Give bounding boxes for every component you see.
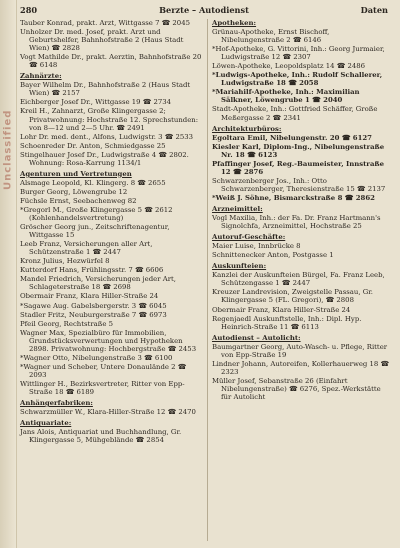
directory-entry: Kiesler Karl, Diplom-Ing., Nibelungenstraße Nr. 18 ☎ 6123 [212,142,385,159]
directory-entry: Kreil H., Zahnarzt, Große Klingergasse 2; Privatwohnung: Hochstraße 12. Sprechstunden: von 8—12 und 2—5 Uhr. ☎ 2491 [20,107,199,132]
directory-entry: Lohr Dr. med. dent., Alfons, Ludwigstr. 3 ☎ 2533 [20,132,194,141]
directory-entry: Löwen-Apotheke, Leopoldsplatz 14 ☎ 2486 [212,62,366,71]
section-heading: Agenturen und Vertretungen [20,169,132,178]
section-heading: Architekturbüros: [212,124,282,133]
directory-entry: Kutterdorf Hans, Frühlingsstr. 7 ☎ 6606 [20,266,164,275]
book-spine [0,0,17,548]
directory-entry: Maier Luise, Innbrücke 8 [212,242,301,251]
directory-entry: Baumgartner Georg, Auto-Wasch- u. Pflege, Ritter von Epp-Straße 19 [212,342,388,359]
directory-entry: Stadler Fritz, Neuburgerstraße 7 ☎ 6973 [20,310,167,319]
right-column [212,19,392,402]
section-heading: Apotheken: [212,19,257,27]
section-heading: Autodienst – Autolicht: [212,333,301,342]
section-heading: Zahnärzte: [20,72,62,81]
directory-entry: Lindner Johann, Autoreifen, Kollerhauerweg 18 ☎ 2323 [212,359,390,376]
section-heading: Anhängerfabriken: [20,399,93,408]
directory-entry: Bayer Wilhelm Dr., Bahnhofstraße 2 (Haus Stadt Wien) ☎ 2157 [20,81,191,98]
directory-entry: Obermair Franz, Klara Hiller-Straße 24 [212,305,351,314]
page-title: Berzte – Autodienst [159,5,249,15]
directory-entry: Schoenreder Dr. Anton, Schmiedgasse 25 [20,141,166,150]
directory-entry: *Wagner und Scheber, Untere Donaulände 2 ☎ 2093 [20,362,187,379]
section-heading: Arzneimittel: [212,204,263,213]
left-column [20,19,204,445]
directory-entry: Stadt-Apotheke, Inh.: Gottfried Schäffer, Große Meßergasse 2 ☎ 2341 [212,105,378,122]
directory-entry: Pfaffinger Josef, Reg.-Baumeister, Innstraße 12 ☎ 2876 [212,159,385,176]
directory-entry: Gröscher Georg jun., Zeitschriftenagentur, Wittgasse 15 [20,223,170,240]
directory-entry: Schwarzenberger Jos., Inh.: Otto Schwarzenberger, Theresienstraße 15 ☎ 2137 [212,176,386,193]
library-stamp: Unclassified [2,109,14,191]
directory-entry: *Wagner Otto, Nibelungenstraße 3 ☎ 6100 [20,353,173,362]
directory-entry: *Mariahilf-Apotheke, Inh.: Maximilian Sälkner, Löwengrube 1 ☎ 2040 [212,88,360,105]
directory-entry: Eichberger Josef Dr., Wittgasse 19 ☎ 2734 [20,98,172,107]
directory-entry: Schnittenecker Anton, Postgasse 1 [212,251,334,260]
directory-entry: *Sagawe Aug. Gabelsbergerstr. 3 ☎ 6045 [20,301,167,310]
directory-entry: Leeb Franz, Versicherungen aller Art, Schützenstraße 1 ☎ 2447 [20,240,153,257]
section-heading: Auskunfteien: [212,262,267,271]
directory-entry: Pfeil Georg, Rechtstraße 5 [20,319,113,328]
directory-entry: Egoltara Emil, Nibelungenstr. 20 ☎ 6127 [212,133,372,142]
directory-entry: *Ludwigs-Apotheke, Inh.: Rudolf Schallerer, Ludwigstraße 18 ☎ 2058 [212,71,383,88]
section-heading: Autoruf-Geschäfte: [212,233,286,242]
page-catchword: Daten [360,5,388,15]
directory-entry: Mandel Friedrich, Versicherungen jeder Art, Schlageterstraße 18 ☎ 2698 [20,275,176,292]
directory-entry: Müller Josef, Sebanstraße 26 (Einfahrt Nibelungenstraße) ☎ 6276, Spez.-Werkstätte für Autolicht [212,376,381,401]
directory-entry: Stingelhauer Josef Dr., Ludwigstraße 4 ☎ 2802. Wohnung: Rosa-Karrung 1134/1 [20,150,189,167]
directory-entry: Regenjaedl Auskunftstelle, Inh.: Dipl. Hyp. Heinrich-Straße 11 ☎ 6113 [212,314,362,331]
directory-entry: Unholzer Dr. med. Josef, prakt. Arzt und Geburtshelfer, Bahnhofstraße 2 (Haus Stadt Wien) ☎ 2828 [20,28,184,53]
directory-entry: *Hof-Apotheke, G. Vittorini, Inh.: Georg Jurmaier, Ludwigstraße 12 ☎ 2307 [212,45,385,62]
page-number: 280 [20,5,38,15]
column-divider [207,19,208,541]
page-header [20,5,388,17]
directory-entry: Kanzlei der Auskunfteien Bürgel, Fa. Franz Leeb, Schützengasse 1 ☎ 2447 [212,271,385,288]
directory-entry: Alsmage Leopold, Kl. Klingerg. 8 ☎ 2655 [20,178,166,187]
directory-entry: *Weiß J. Söhne, Bismarckstraße 8 ☎ 2862 [212,193,375,202]
directory-entry: Jans Alois, Antiquariat und Buchhandlung, Gr. Klingergasse 5, Mühgeblände ☎ 2854 [20,428,182,445]
directory-entry: Obermair Franz, Klara Hiller-Straße 24 [20,292,159,301]
directory-entry: Kreuzer Landrevision, Zweigstelle Passau, Gr. Klingergasse 5 (FL. Gregori), ☎ 2808 [212,288,373,305]
directory-entry: Füchsle Ernst, Seebachenweg 82 [20,196,137,205]
directory-entry: Schwarzmüller W., Klara-Hiller-Straße 12 ☎ 2470 [20,408,196,417]
directory-entry: *Gregorl M., Große Klingergasse 5 ☎ 2612 (Kohlenhandelsvertretung) [20,205,173,223]
directory-entry: Burger Georg, Löwengrube 12 [20,187,128,196]
directory-entry: Wagner Max, Spezialbüro für Immobilien, Grundstücksverwertungen und Hypotheken 2898. Privatwohnung: Hochbergstraße ☎ 2453 [20,328,197,353]
directory-entry: Kronz Julius, Hezwürfel 8 [20,257,110,266]
directory-entry: Tauber Konrad, prakt. Arzt, Wittgasse 7 ☎ 2045 [20,19,190,27]
directory-entry: Vogl Maxilia, Inh.: der Fa. Dr. Franz Hartmann's Signolchfa, Arzneimittel, Hochstraße 25 [212,214,381,231]
directory-entry: Wittlinger H., Bezirksvertreter, Ritter von Epp-Straße 18 ☎ 6189 [20,379,185,396]
directory-entry: Vogt Mathilde Dr., prakt. Aerztin, Bahnhofstraße 20 ☎ 6148 [20,53,202,70]
section-heading: Antiquariate: [20,419,72,428]
directory-entry: Grünau-Apotheke, Ernst Bischoff, Nibelungenstraße 2 ☎ 6146 [212,28,330,45]
